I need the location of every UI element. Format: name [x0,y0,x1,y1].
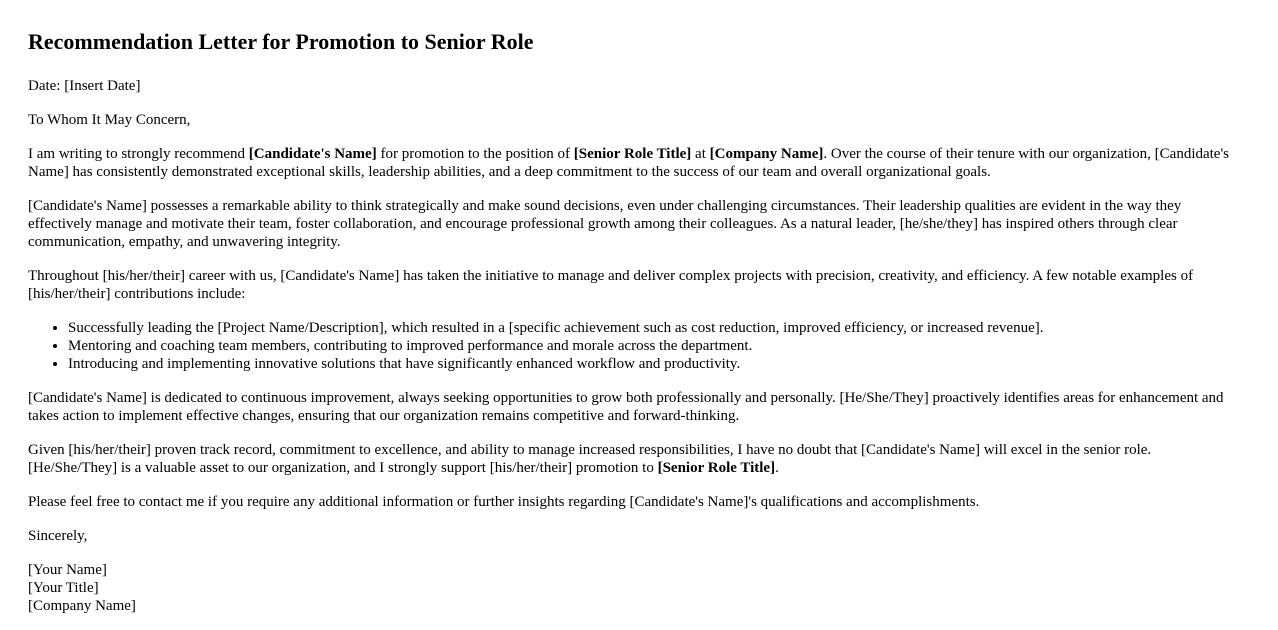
paragraph-conclusion [28,441,1238,477]
paragraph-intro [28,145,1238,181]
senior-role-title-bold: [Senior Role Title] [573,146,692,162]
signature-title: [Your Title] [28,580,99,596]
paragraph-leadership: [Candidate's Name] possesses a remarkable ability to think strategically and make sound decisions, even under challenging circumstances. Their leadership qualities are evident in the way they effectively manage and motivate their team, foster collaboration, and encourage professional growth among their colleagues. As a natural leader, [he/she/they] has inspired others through clear communication, empathy, and unwavering integrity. [28,198,1182,250]
company-name-bold: [Company Name] [709,146,824,162]
candidate-name-bold: [Candidate's Name] [248,146,377,162]
paragraph-contributions: Throughout [his/her/their] career with us, [Candidate's Name] has taken the initiative to manage and deliver complex projects with precision, creativity, and efficiency. A few notable examples of [his/her/their] contributions include: [28,268,1194,302]
conclusion-text-2: . [775,460,779,476]
signature-name: [Your Name] [28,562,107,578]
salutation: To Whom It May Concern, [28,112,191,128]
signature-company: [Company Name] [28,598,136,614]
paragraph-improvement: [Candidate's Name] is dedicated to continuous improvement, always seeking opportunities to grow both professionally and personally. [He/She/They] proactively identifies areas for enhancement and takes action to implement effective changes, ensuring that our organization remains competitive and forward-thinking. [28,390,1224,424]
intro-text-3: at [691,146,710,162]
list-item: • Introducing and implementing innovative solutions that have significantly enhanced workflow and productivity. [68,355,1238,373]
intro-text-4: . Over the course of their tenure with our organization, [Candidate's Name] has consistently demonstrated exceptional skills, leadership abilities, and a deep commitment to the success of our team and overall organizational goals. [28,146,1230,180]
letter-page [0,29,1278,615]
list-item: • Successfully leading the [Project Name/Description], which resulted in a [specific achievement such as cost reduction, improved efficiency, or increased revenue]. [68,319,1238,337]
list-item: • Mentoring and coaching team members, contributing to improved performance and morale across the department. [68,337,1238,355]
intro-text-2: for promotion to the position of [376,146,574,162]
page-title: Recommendation Letter for Promotion to Senior Role [28,29,534,54]
contributions-list [28,319,1238,373]
intro-text-1: I am writing to strongly recommend [28,146,249,162]
conclusion-text-1: Given [his/her/their] proven track record, commitment to excellence, and ability to manage increased responsibilities, I have no doubt that [Candidate's Name] will excel in the senior role. [He/She/They] is a valuable asset to our organization, and I strongly support [his/her/their] promotion to [28,442,1152,476]
paragraph-contact: Please feel free to contact me if you require any additional information or further insights regarding [Candidate's Name]'s qualifications and accomplishments. [28,494,980,510]
letter-date: Date: [Insert Date] [28,78,141,94]
signature-block [28,561,1238,615]
senior-role-title-bold: [Senior Role Title] [657,460,776,476]
closing: Sincerely, [28,528,88,544]
